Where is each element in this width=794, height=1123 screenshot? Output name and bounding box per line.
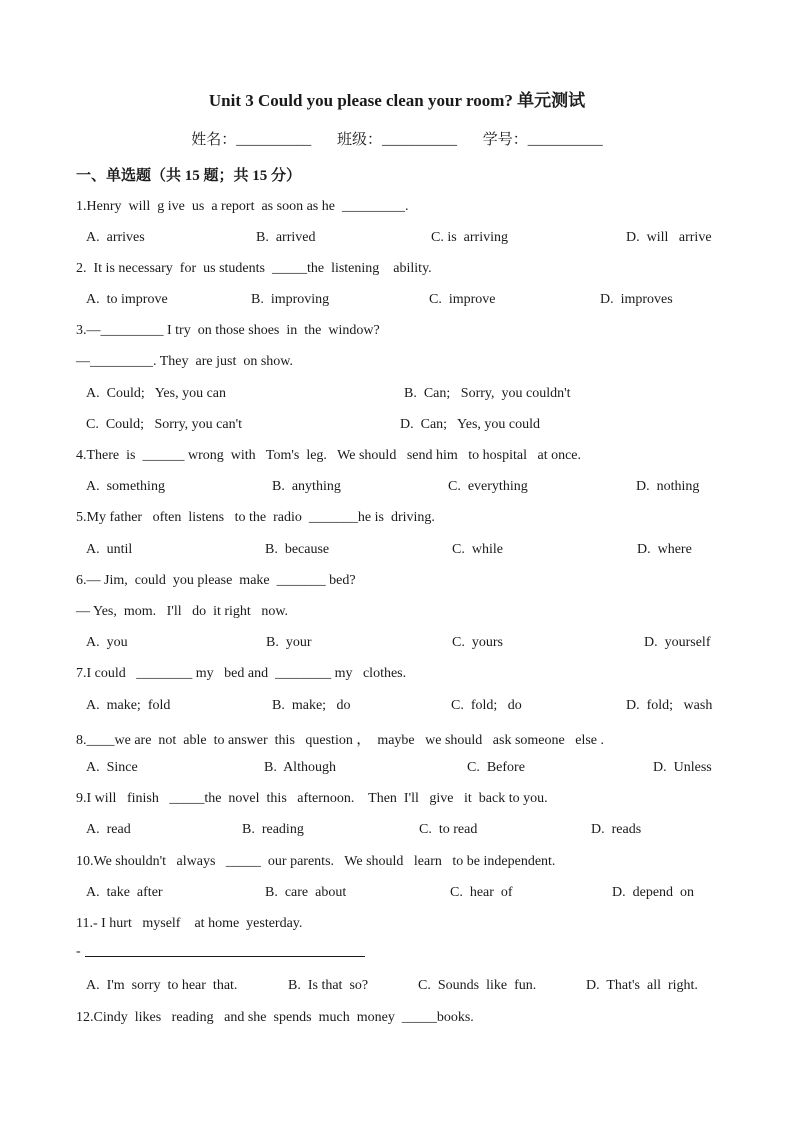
question-3-reply: —_________. They are just on show.	[76, 354, 293, 369]
q10-option-d[interactable]: D. depend on	[612, 885, 695, 900]
question-5: 5.My father often listens to the radio _______he is driving.	[76, 510, 435, 525]
q2-option-a[interactable]: A. to improve	[86, 292, 168, 307]
q4-option-a[interactable]: A. something	[86, 479, 165, 494]
student-id-field[interactable]: 学号：__________	[482, 132, 603, 148]
answer-blank-line[interactable]	[76, 944, 365, 960]
q4-option-b[interactable]: B. anything	[272, 479, 341, 494]
q7-option-c[interactable]: C. fold; do	[451, 698, 522, 713]
q5-option-d[interactable]: D. where	[637, 542, 692, 557]
q8-option-d[interactable]: D. Unless	[653, 760, 712, 775]
question-3: 3.—_________ I try on those shoes in the window?	[76, 323, 380, 338]
reply-dash: -	[76, 944, 81, 959]
q9-option-c[interactable]: C. to read	[419, 822, 478, 837]
q9-option-a[interactable]: A. read	[86, 822, 131, 837]
q1-option-a[interactable]: A. arrives	[86, 230, 145, 245]
q11-option-a[interactable]: A. I'm sorry to hear that.	[86, 978, 238, 993]
q2-option-d[interactable]: D. improves	[600, 292, 673, 307]
name-field[interactable]: 姓名：__________	[191, 132, 312, 148]
q10-option-c[interactable]: C. hear of	[450, 885, 513, 900]
q2-option-c[interactable]: C. improve	[429, 292, 496, 307]
q10-option-b[interactable]: B. care about	[265, 885, 347, 900]
section-heading: 一、单选题（共 15 题；共 15 分）	[76, 168, 302, 184]
q6-option-d[interactable]: D. yourself	[644, 635, 711, 650]
q6-option-a[interactable]: A. you	[86, 635, 128, 650]
q7-option-b[interactable]: B. make; do	[272, 698, 351, 713]
q1-option-d[interactable]: D. will arrive	[626, 230, 712, 245]
q5-option-b[interactable]: B. because	[265, 542, 330, 557]
student-info-line	[0, 128, 794, 149]
class-field[interactable]: 班级：__________	[336, 132, 457, 148]
q3-option-b[interactable]: B. Can; Sorry, you couldn't	[404, 386, 571, 401]
question-12: 12.Cindy likes reading and she spends much money _____books.	[76, 1010, 474, 1025]
q5-option-a[interactable]: A. until	[86, 542, 133, 557]
q6-option-c[interactable]: C. yours	[452, 635, 503, 650]
q11-option-c[interactable]: C. Sounds like fun.	[418, 978, 537, 993]
q11-option-d[interactable]: D. That's all right.	[586, 978, 698, 993]
q3-option-d[interactable]: D. Can; Yes, you could	[400, 417, 541, 432]
q6-option-b[interactable]: B. your	[266, 635, 312, 650]
q7-option-a[interactable]: A. make; fold	[86, 698, 171, 713]
answer-underline	[85, 956, 365, 957]
q5-option-c[interactable]: C. while	[452, 542, 503, 557]
question-10: 10.We shouldn't always _____ our parents. We should learn to be independent.	[76, 854, 556, 869]
question-7: 7.I could ________ my bed and ________ my clothes.	[76, 666, 407, 681]
q1-option-c[interactable]: C. is arriving	[431, 230, 508, 245]
question-8: 8.____we are not able to answer this question ， maybe we should ask someone else .	[76, 733, 605, 748]
question-9: 9.I will finish _____the novel this afternoon. Then I'll give it back to you.	[76, 791, 548, 806]
q8-option-a[interactable]: A. Since	[86, 760, 138, 775]
q8-option-c[interactable]: C. Before	[467, 760, 525, 775]
q4-option-c[interactable]: C. everything	[448, 479, 528, 494]
q11-option-b[interactable]: B. Is that so?	[288, 978, 369, 993]
q4-option-d[interactable]: D. nothing	[636, 479, 700, 494]
q10-option-a[interactable]: A. take after	[86, 885, 163, 900]
question-2: 2. It is necessary for us students _____the listening ability.	[76, 261, 432, 276]
question-4: 4.There is ______ wrong with Tom's leg. We should send him to hospital at once.	[76, 448, 582, 463]
q7-option-d[interactable]: D. fold; wash	[626, 698, 713, 713]
question-1: 1.Henry will g ive us a report as soon as he _________.	[76, 199, 409, 214]
document-title: Unit 3 Could you please clean your room? 单元测试	[208, 91, 586, 110]
q9-option-b[interactable]: B. reading	[242, 822, 304, 837]
q8-option-b[interactable]: B. Although	[264, 760, 336, 775]
question-6-reply: — Yes, mom. I'll do it right now.	[76, 604, 289, 619]
q3-option-c[interactable]: C. Could; Sorry, you can't	[86, 417, 242, 432]
question-6: 6.— Jim, could you please make _______ bed?	[76, 573, 356, 588]
q1-option-b[interactable]: B. arrived	[256, 230, 316, 245]
q9-option-d[interactable]: D. reads	[591, 822, 642, 837]
q3-option-a[interactable]: A. Could; Yes, you can	[86, 386, 227, 401]
q2-option-b[interactable]: B. improving	[251, 292, 330, 307]
question-11: 11.- I hurt myself at home yesterday.	[76, 916, 303, 931]
